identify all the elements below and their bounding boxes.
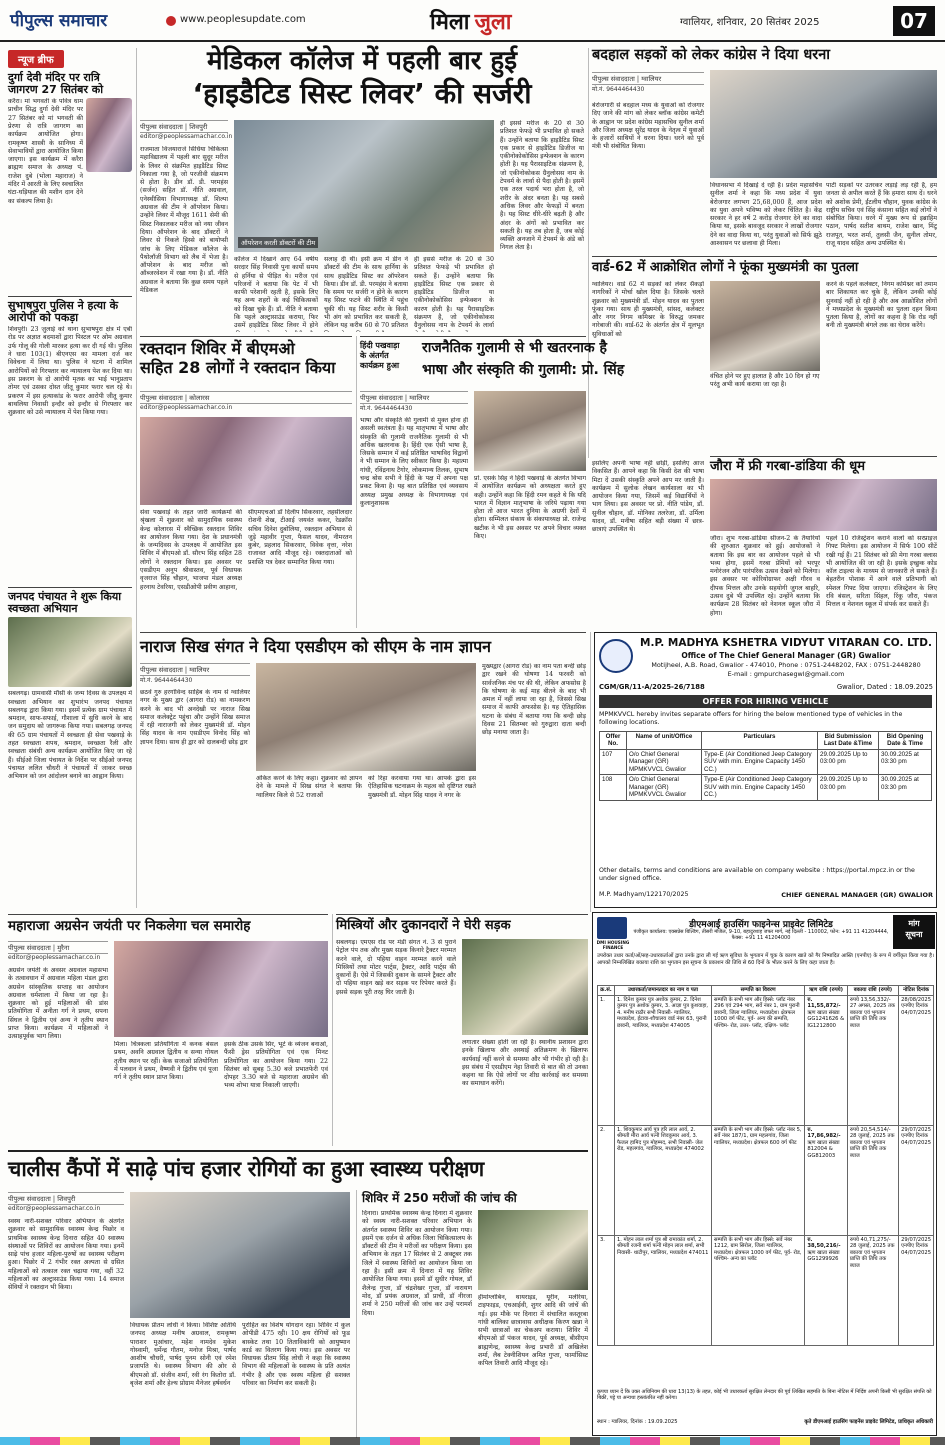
dmi-place-date: स्थान : ग्वालियर, दिनांक : 19.09.2025 (597, 1419, 678, 1425)
liver-text-d: ही इससे मरीज के 20 से 30 प्रतिशत फेफड़े भी प्रभावित हो सकते हैं। उन्होंने बताया कि हाइडैटिड सिस्ट एक प्रकार से हाइडैटिड डिजीज या एकीनोकोकोसिस इन्फेक्शन के कारण होती है। यह पैरासाइटिक संक्रमण है, जो एकीनोकोकस ग्रैनुलोसस नाम के टेपवर्म के लार्वा (414, 256, 494, 330)
protest-photo (710, 70, 937, 178)
camp-email[interactable]: editor@peoplessamachar.co.in (8, 1205, 101, 1212)
surgery-photo-caption: ऑपरेशन करती डॉक्टरों की टीम (238, 237, 318, 248)
ward62-text-a: ग्वालियर। वार्ड 62 में सड़कों को लेकर सैकड़ों नागरिकों ने मोर्चा खोल दिया है। जिसके चलते शुक्रवार को मुख्यमंत्री डॉ. मोहन यादव का पुतला फूंका गया। साथ ही मुख्यमंत्री, सांसद, कलेक्टर और नगर निगम कमिश्नर के विरुद्ध जमकर नारेबाजी की। वार्ड-62 के अंतर्गत क्षेत्र में मूलभूत सुविधाओं को (592, 281, 704, 338)
dmi-signatory: कृते डीएमआई हाउसिंग फाइनेंस प्राइवेट लिमिटेड, प्राधिकृत अधिकारी (804, 1419, 933, 1425)
garba-text-b: पहले 10 रजिस्ट्रेशन कराने वालों को सरप्राइज गिफ्ट मिलेगा। इस आयोजन में सिर्फ 100 सीटें रखी गई हैं। 21 सितंबर को फ्री मेगा गरबा क्लास भी आयोजित की जा रही है। इसके इच्छुक कोड कॉल टाइल्स के माध्यम से जानकारी ले सकते हैं। बेहतरीन पोशाक में आने वाले प्रतिभागी को स्पेशल गिफ्ट दिया जाएगा। रजिस्ट्रेशन के लिए रवि बंसल, सरिता सिंहल, रिंकू जौरा, पंकज मित्तल व नेशनल स्कूल में संपर्क कर सकते हैं। (826, 535, 937, 609)
road-text-b: विधानसभा में दिखाई दे रही है। प्रदेश महासचिव सुनील शर्मा ने कहा कि मध्य प्रदेश में युवा बेरोजगार लगभग 25,68,000 हैं, आज प्रदेश का युवा अपने भविष्य को लेकर चिंतित है। केंद्र सरकार ने हर वर्ष 2 करोड़ रोजगार देने का वादा किया था, इसके बावजूद सरकार ने लाखों रोजगार देने का वादा किया था, परंतु युवाओं को सिर्फ झूठे आश्वासन पर छलावा ही मिला। (710, 182, 822, 248)
blood-headline-2: सहित 28 लोगों ने रक्तदान किया (140, 357, 336, 377)
ward62-headline: वार्ड-62 में आक्रोशित लोगों ने फूंका मुख्यमंत्री का पुतला (592, 260, 859, 275)
table-row: 108 O/o Chief General Manager (GR) MPMKVVCL Gwalior Type-E (Air Conditioned Jeep Category SUV with min. Engine Capacity 1450 CC.) 29.09.2025 Up to 03:00 pm 30.09.2025 at 03:30 pm (600, 775, 932, 800)
mistri-text-b: लगातार संख्या होती जा रही है। स्थानीय प्रशासन द्वारा इनके खिलाफ और अस्थाई अतिक्रमण के खिलाफ कार्यवाई नहीं करने से समस्या और भी गंभीर हो रही है। इस संबंध में एसडीएम नेहा तिवारी से बात की तो उनका कहना था कि ऐसे लोगों पर शीघ्र कार्रवाई कर समस्या का समाधान करेंगे। (462, 1039, 588, 1088)
demand-notice-tag (893, 915, 935, 949)
effigy-burning-photo (710, 281, 820, 371)
story-liver-surgery (140, 48, 584, 332)
story-garba (710, 456, 937, 628)
brief-1-text: करैरा। मां भगवती के पवित्र धाम प्राचीन सिद्ध दुर्गा देवी मंदिर पर 27 सितंबर को मां भगवती की प्रेरणा से रात्रि जागरण का कार्यक्रम आयोजित होगा। रामकृष्ण शास्त्री के सानिध्य में सेवाभावियों द्वारा आयोजित किया जाएगा। इस कार्यक्रम में करैरा ब्राह्मण समाज के अध्यक्ष पं. राजेश दुबे (भोला महाराज) ने मंदिर में आरती के लिए स्वचालित घंटा-घड़ियाल की मशीन दान देने का संकल्प लिया है। (8, 98, 83, 205)
tender-col-bid-opening: Bid Opening Date & Time (879, 732, 932, 750)
sikh-headline: नाराज सिख संगत ने दिया एसडीएम को सीएम के नाम ज्ञापन (140, 637, 492, 656)
page-number: 07 (893, 6, 935, 36)
road-headline: बदहाल सड़कों को लेकर कांग्रेस ने दिया धरना (592, 47, 831, 63)
hindi-text-b: इसलिए अपनी भाषा नहीं छोड़ी, इसलिए आज विकसित हैं। आपने कहा कि किसी देश की भाषा मिटा दें उसकी संस्कृति अपने आप मर जाती है। कार्यक्रम में सुलोक लेखन कार्यशाला का भी आयोजन किया गया, जिसमें कई विद्यार्थियों ने भाग लिया। इस अवसर पर प्रो. नीति पांडेय, डॉ. सुनील चौहान, डॉ. मोनिका तलरेजा, डॉ. उर्मिला यादव, डॉ. मनीषा सहित बड़ी संख्या में छात्र-छात्राएं उपस्थित थे। (592, 460, 704, 534)
story-agrasen (8, 914, 328, 1146)
garba-photo (710, 479, 937, 531)
sikh-text-a: छठवें गुरु हरगोविन्द साहिब के नाम से ग्वालियर नगर के मुख्य द्वार (आगरा रोड) का नामकरण करने के बाद भी अनदेखी पर नाराज सिख समाज कलेक्ट्रेट पहुंचा और उन्होंने सिख समाज में रही नाराजगी को लेकर मुख्यमंत्री डॉ. मोहन सिंह यादव के नाम एसडीएम विनोद सिंह को ज्ञापन दिया। साथ ही द्वार को दालबन्दी छोड़ द्वार (140, 689, 250, 746)
agrasen-event-photo (114, 941, 328, 1037)
website-icon (166, 16, 176, 26)
agrasen-text-a: अग्रसेन जयंती के अवसर अग्रवाल महासभा के तत्वावधान में अग्रवाल महिला मंडल द्वारा अग्रसेन सांस्कृतिक सप्ताह का आयोजन अग्रवाल धर्मशाला में किया जा रहा है। शुक्रवार को हुई महिलाओं की डांस प्रतियोगिता में अनीता गर्ग ने प्रथम, सपना सिंघल ने द्वितीय एवं अन्य ने तृतीय स्थान प्राप्त किया। कार्यक्रम में महिलाओं ने उत्साहपूर्वक भाग लिया। (8, 967, 108, 1041)
color-registration-strip (0, 1437, 945, 1445)
mistri-text-a: सबलगढ़। एमएस रोड पर मंडी संगत नं. 3 से पुराने पेट्रोल पंप तक और मुख्य सड़क किनारे ट्रैक्टर मरम्मत करने वाले, दो पहिया वाहन मरम्मत करने वाले मिस्त्रियों तथा मोटर पार्ट्स, ट्रैक्टर, आदि पार्ट्स की दुकानों हैं। ऐसे में जिसकी दुकान के सामने ट्रैक्टर और दो पहिया वाहन खड़े कर सड़क पर रिपेयर करते हैं। इससे सड़क पूरी तरह घिर जाती है। (336, 939, 456, 996)
hindi-headline-2: भाषा और संस्कृति की गुलामी: प्रो. सिंह (422, 362, 625, 378)
tender-company: M.P. MADHYA KSHETRA VIDYUT VITARAN CO. LTD. (640, 637, 932, 649)
liver-byline: पीपुल्स संवाददाता | शिवपुरी (140, 120, 228, 133)
tender-email[interactable]: E-mail : gmpurchasegwl@gmail.com (727, 670, 845, 678)
story-hindi-fortnight (360, 336, 625, 628)
liver-text-a: राजमाता विजयाराजे सिंधिया चिकित्सा महाविद्यालय में पहली बार सुदूर मरीज के लिवर से संक्रमित हाइडैटिड सिस्ट निकाला गया है, जो परजीवी संक्रमण से होता है। डीन डॉ. डी. परमहंस (सर्जन) सहित डॉ. नीति अग्रवाल, एनेस्थीसिया विभागाध्यक्ष डॉ. शिल्पा अग्रवाल की टीम ने ऑपरेशन किया। उन्होंने लिवर में मौजूद 1611 सेमी की सिस्ट निकालकर मरीज को नया जीवन दिया। ऑपरेशन के बाद डॉक्टरों ने लिवर से निकले हिस्से को बायोप्सी जांच के लिए मेडिकल कॉलेज के पैथोलॉजी विभाग को लैब में भेजा है। ऑपरेशन के बाद मरीज को ऑब्जरवेशन में रखा गया है। डॉ. नीति अग्रवाल ने बताया कि कुछ समय पहले मेडिकल (140, 146, 228, 295)
story-ward62 (592, 256, 937, 456)
liver-text-b: कॉलेज में दिखाने आए 64 वर्षीय सरदार सिंह निवासी पुना कार्यो समय से हर्निया से पीड़ित थे। मरीज एवं परिजनों ने बताया कि पेट में भी काफी परेशानी रहती है, इसके लिए यह अन्य शहरों के कई चिकित्सकों को दिखा चुके हैं। डॉ. नीति ने बताया कि पहले अल्ट्रासाउंड कराया, फिर उसमें हाइडैटिड सिस्ट लिवर में होने (234, 256, 318, 330)
tender-address: Motijheel, A.B. Road, Gwalior - 474010, Phone : 0751-2448202, FAX : 0751-2448280 (651, 661, 921, 669)
table-row: 1. 1. दिनेश कुमार पुत्र अशोक कुमार, 2. दिनेश कुमार पुत्र अशोक कुमार, 3. आज्ञा पुत्र कुशवाहा, 4. मनीष राठौर सभी निवासी- ग्वालियर, मध्यप्रदेश, ईटावा-शौचालय वार्ड नंबर 63, पुरानी छावनी, ग्वालियर, मध्यप्रदेश 474005 सम्पत्ति के सभी भाग और हिस्से: प्लॉट नंबर 296 एवं 294 भाग, सर्वे नंबर 1, ग्राम पुरानी छावनी, जिला ग्वालियर, मध्यप्रदेश। क्षेत्रफल 1000 वर्ग फीट, पूर्व- अन्य की सम्पत्ति, पश्चिम- रोड, उत्तर- प्लॉट, दक्षिण- प्लॉट रु. 11,55,872/- ऋण खाता संख्या GG1241626 & IG1212800 रुपये 13,56,332/- 27 अगस्त, 2025 तक बकाया एवं भुगतान प्राप्ति की तिथि तक ब्याज 28/08/2025 एनपीए दिनांक 04/07/2025 (598, 995, 934, 1125)
table-row: 3. 1. मोहन लाल शर्मा पुत्र श्री रामाकांत शर्मा, 2. श्रीमती रजनी शर्मा पत्नी मोहन लाल शर्मा, सभी निवासी- थाटीपुर, ग्वालियर, मध्यप्रदेश 474011 सम्पत्ति के सभी भाग और हिस्से: सर्वे नंबर 1212, ग्राम सिरोल, जिला ग्वालियर, मध्यप्रदेश। क्षेत्रफल 1000 वर्ग फीट, पूर्व- रोड, पश्चिम- अन्य का प्लॉट रु. 38,50,216/- ऋण खाता संख्या GG1299926 रुपये 40,71,275/- 28 जुलाई, 2025 तक बकाया एवं भुगतान प्राप्ति की तिथि तक ब्याज 29/07/2025 एनपीए दिनांक 04/07/2025 (598, 1235, 934, 1345)
dmi-logo-text: DMI HOUSING FINANCE (596, 940, 630, 950)
blood-text-a: सेवा पखवाड़े के तहत जारी कार्यक्रमों की श्रृंखला में शुक्रवार को सामुदायिक स्वास्थ्य केन्द्र कोलारस में स्वैच्छिक रक्तदान शिविर का आयोजन किया गया। देश के प्रधानमंत्री के जन्मदिवस के उपलक्ष्य में आयोजित इस शिविर में बीएमओ डॉ. सौरभ सिंह सहित 28 लोगों ने रक्तदान किया। इस अवसर पर एसडीएम अनूप श्रीवास्तव, पूर्व विधायक वृजराज सिंह चौहान, भाजपा मंडल अध्यक्ष हरनाथ टेवरिया, एसडीओपी प्रवीण आहाना, (140, 509, 242, 591)
story-road-protest (592, 48, 937, 252)
dmi-company: डीएमआई हाउसिंग फाइनेन्स प्राइवेट लिमिटेड (689, 920, 833, 930)
camp-byline: पीपुल्स संवाददाता | शिवपुरी (8, 1192, 124, 1205)
date-line: ग्वालियर, शनिवार, 20 सितंबर 2025 (680, 17, 820, 28)
story-health-camps (8, 1150, 588, 1436)
surgery-photo (234, 120, 494, 252)
dmi-demand-notice (592, 912, 937, 1436)
dmi-footer: कृपया ध्यान दें कि उक्त अधिनियम की धारा 13(13) के तहत, कोई भी उधारकर्ता सुरक्षित लेनदार की पूर्व लिखित सहमति के बिना नोटिस में निर्दिष्ट अपनी किसी भी सुरक्षित संपत्ति को बिक्री, पट्टे या अन्यथा हस्तांतरित नहीं करेगा। (597, 1389, 932, 1402)
section-title (430, 6, 512, 36)
tender-date: Gwalior, Dated : 18.09.2025 (836, 683, 933, 691)
garba-headline: जौरा में फ्री गरबा-डांडिया की धूम (710, 459, 865, 474)
dinara-camp-photo (478, 1210, 588, 1290)
sikh-memo-photo (256, 663, 476, 771)
road-phone: मो.नं. 9644464430 (592, 86, 645, 93)
tender-col-particulars: Particulars (702, 732, 818, 750)
goddess-photo (86, 98, 132, 172)
news-brief-label: न्यूज ब्रीफ (8, 50, 64, 68)
tender-ref: CGM/GR/11-A/2025-26/7188 (599, 683, 705, 691)
hindi-kicker-1: हिंदी पखवाड़ा (360, 341, 400, 350)
agrasen-byline: पीपुल्स संवाददाता | मुरैना (8, 941, 108, 954)
sikh-phone: मो.नं. 9644464430 (140, 677, 193, 684)
hindi-headline-1: राजनैतिक गुलामी से भी खतरनाक है (422, 340, 607, 356)
camp-sub-headline: शिविर में 250 मरीजों की जांच की (362, 1191, 517, 1205)
tender-footer: Other details, terms and conditions are available on company website : https://portal.mpcz.in or the under signed office. (599, 867, 915, 882)
blood-email[interactable]: editor@peoplessamachar.co.in (140, 404, 233, 411)
hindi-text-b-col (592, 460, 704, 628)
cleanliness-drive-photo (8, 617, 132, 687)
hindi-phone: मो.नं. 9644464430 (360, 405, 413, 412)
road-encroachment-photo (462, 939, 588, 1035)
tender-intro: MPMKVVCL hereby invites separate offers for hiring the below mentioned type of vehicles in the following locations. (599, 711, 903, 726)
brief-1-title: दुर्गा देवी मंदिर पर रात्रि जागरण 27 सितंबर को (8, 71, 104, 96)
tender-office: Office of The Chief General Manager (GR) Gwalior (681, 651, 891, 660)
blood-headline-1: रक्तदान शिविर में बीएमओ (140, 339, 295, 358)
road-byline: पीपुल्स संवाददाता | ग्वालियर (592, 72, 704, 85)
section-title-part-2: जुला (474, 10, 512, 35)
brief-3-title: जनपद पंचायत ने शुरू किया स्वच्छता अभियान (8, 590, 122, 615)
liver-headline-1: मेडिकल कॉलेज में पहली बार हुई (207, 46, 517, 76)
tender-col-bid-submission: Bid Submission Last Date &Time (818, 732, 879, 750)
garba-text-a: जौरा। शुभ गरबा-डांडिया सीजन-2 के तैयारियों की शुरुआत शुक्रवार को हुई। आयोजकों ने बताया कि इस बार का आयोजन पहले से भी भव्य होगा, इसमें गरबा प्रेमियों को भरपूर मनोरंजन और पारंपरिक उत्सव देखने को मिलेगा। इस अवसर पर कोरियोग्राफर अक्षी गौरव व दीपक मित्तल और उनके सहयोगी जुगल बाहरि, उत्सव दुबे भी उपस्थित रहे। उन्होंने बताया कि कार्यक्रम 28 सितंबर को नेशनल स्कूल जौरा में होगा। (710, 535, 820, 617)
dmi-intro: उपरोक्त उधार कर्ता/ओं/सह-उधारकर्ताओं द्वारा उनके द्वारा ली गई ऋण सुविधा के भुगतान में चूक के कारण खाते को गैर निष्पादित आस्ति (एनपीए) के रूप में वर्गीकृत किया गया है। आपको निम्नलिखित बकाया राशि का भुगतान इस सूचना के प्रकाशन की तिथि से 60 दिनों के भीतर करने के लिए कहा जाता है। (597, 953, 934, 966)
tender-signatory: CHIEF GENERAL MANAGER (GR) GWALIOR (781, 891, 933, 899)
road-text-a: बेरोजगारी से बदहाल मध्य के युवाओं को रोजगार दिए जाने की मांग को लेकर ब्लॉक कांग्रेस कमेटी के आह्वान पर प्रदेश कांग्रेस महासचिव सुनील शर्मा और जिला अध्यक्ष सुरेंद्र यादव के नेतृत्व में युवाओं के हजारों साथियों ने धरना दिया। धरने को पूर्व मंत्री भी संबोधित किया। (592, 102, 704, 151)
dmi-logo-icon (597, 917, 627, 939)
section-title-part-1: मिला (430, 10, 470, 35)
story-sikh-memo (140, 632, 586, 912)
tender-ad (594, 632, 937, 908)
camp-text-a: स्वस्थ नारी-सशक्त परिवार अभियान के अंतर्गत शुक्रवार को सामुदायिक स्वास्थ्य केन्द्र पिछोर व प्राथमिक स्वास्थ्य केन्द्र दिनारा सहित 40 स्वास्थ्य संस्थाओं पर शिविरों का आयोजन किया गया। इनमें साढ़े पांच हजार महिला-पुरुषों का स्वास्थ्य परीक्षण हुआ। पिछोर में 2 गंभीर रक्त अल्पता से ग्रसित महिलाओं को तत्काल रक्त चढ़ाया गया, वहीं 32 महिलाओं का अल्ट्रासाउंड किया गया। 14 समाज सेवियों ने रक्तदान भी किया। (8, 1218, 124, 1292)
sikh-text-b: अंकित करने के लिए कहा। शुक्रवार को ज्ञापन देने के मामले में सिख संगत ने बताया कि ग्वालियर किले से 52 राजाओं (256, 775, 362, 799)
liver-text-c: सलाह दी थी। इसी क्रम में डीन ने डॉक्टरों की टीम के साथ हार्निया के साथ हाइडैटिड सिस्ट का ऑपरेशन किया। डीन डॉ. डी. परमहंस ने बताया कि समय पर सर्जरी न होने के कारण यह सिस्ट फटने की स्थिति में पहुंच चुकी थी। यह सिस्ट शरीर के किसी भी अंग को प्रभावित कर सकती है, लेकिन यह करीब 60 से 70 प्रतिशत (324, 256, 408, 330)
tender-mp-madhyam: M.P. Madhyam/122170/2025 (599, 891, 689, 898)
blood-text-b: सीएमएचओ डॉ दिलीप सिकरवार, तहसीलदार रोशनी शेख, टीआई जयवंत ककर, रेडक्रॉस सचिव दिनेश दुबोलिया, रक्तदान अभियान से जुड़े महावीर गुप्ता, फैसल यादव, नीमरतन कुबेर, प्रहलाद सिकरवार, विवेक वृत्ता, नरेश राजावत आदि मौजूद रहे। रक्तदाताओं को प्रशस्ति पत्र देकर सम्मानित किया गया। (248, 509, 352, 566)
website-link[interactable]: www.peoplesupdate.com (180, 14, 306, 25)
liver-headline-2: ‘हाइडैटिड सिस्ट लिवर’ की सर्जरी (192, 77, 532, 111)
table-row: 2. 1. शिवकुमार आर्य पुत्र हरि लाल आर्य, 2. श्रीमती मीरा आर्य पत्नी शिवकुमार आर्य, 3. फैजल हामिद पुत्र मोहम्मद, सभी निवासी- जेल रोड, महलगांव, ग्वालियर, मध्यप्रदेश 474002 सम्पत्ति के सभी भाग और हिस्से: प्लॉट नंबर 5, सर्वे नंबर 187/1, ग्राम महलगांव, जिला ग्वालियर, मध्यप्रदेश। क्षेत्रफल 600 वर्ग फीट रु. 17,86,982/- ऋण खाता संख्या 812004 & GG812003 रुपये 20,54,514/- 28 जुलाई, 2025 तक बकाया एवं भुगतान प्राप्ति की तिथि तक ब्याज 29/07/2025 एनपीए दिनांक 04/07/2025 (598, 1125, 934, 1235)
camp-text-e: हीमोग्लोबिन, थायराइड, यूरीन, मलेरिया, टाइफाइड, एचआईवी, शुगर आदि की जांचें की गई। इस मौके पर दिनारा में संचालित कस्तूरबा गांधी बालिका छात्रावास अधीक्षक किरण खन्ना ने सभी छात्राओं का चेकअप कराया। शिविर में बीएमओ डॉ पंकज यादव, पूर्व अध्यक्ष, बीसीएम ब्राह्मणेन्द्र, स्वास्थ्य केन्द्र प्रभारी डॉ अखिलेश शर्मा, लैब टेक्नीशियन अमित गुप्ता, फार्मासिस्ट कपिल तिवारी आदि मौजूद रहे। (478, 1294, 588, 1368)
camp-text-b: विधायक प्रीतम लोधी ने किया। विशिष्ट अतिथि जनपद अध्यक्ष मनीष अग्रवाल, रामकृष्ण पाराशर मुआंचार, महेश नामदेव मुकेश गोस्वामी, धर्मेन्द्र गौतम, मनोज मिश्रा, पार्षद आशीष चौधरी, पार्षद पूनम सोनी एवं रमेश प्रजापति थे। स्वास्थ्य विभाग की ओर से बीएमओ डॉ. संजीव शर्मा, रवी रंग कितोरा डॉ. बृजेश शर्मा और हेल्थ प्रोग्राम मैनेजर हर्षवर्धन (130, 1322, 236, 1388)
paper-name: पीपुल्स समाचार (10, 11, 108, 31)
news-brief-sidebar (8, 48, 132, 908)
story-blood-donation (140, 336, 352, 628)
hindi-byline: पीपुल्स संवाददाता | ग्वालियर (360, 391, 468, 404)
paper-logo (10, 8, 160, 34)
hindi-kicker-2: के अंतर्गत (360, 351, 389, 360)
agrasen-email[interactable]: editor@peoplessamachar.co.in (8, 954, 101, 961)
mpmkvvcl-logo-icon (599, 639, 633, 673)
camp-headline: चालीस कैंपों में साढ़े पांच हजार रोगियों का हुआ स्वास्थ्य परीक्षण (8, 1157, 484, 1181)
demand-notice-table: क्र.सं. उधारकर्ता/जमानतदार का नाम व पता सम्पत्ति का विवरण ऋण राशि (रुपये) बकाया राशि (रुपये) नोटिस दिनांक 1. 1. दिनेश कुमार पुत्र अशोक कुमार, 2. दिनेश कुमार पुत्र अशोक कुमार, 3. आज्ञा पुत्र कुशवाहा, 4. मनीष राठौर सभी निवासी- ग्वालियर, मध्यप्रदेश, ईटावा-शौचालय वार्ड नंबर 63, पुरानी छावनी, ग्वालियर, मध्यप्रदेश 474005 सम्पत्ति के सभी भाग और हिस्से: प्लॉट नंबर 296 एवं 294 भाग, सर्वे नंबर 1, ग्राम पुरानी छावनी, जिला ग्वालियर, मध्यप्रदेश। क्षेत्रफल 1000 वर्ग फीट, पूर्व- अन्य की सम्पत्ति, पश्चिम- रोड, उत्तर- प्लॉट, दक्षिण- प्लॉट रु. 11,55,872/- ऋण खाता संख्या GG1241626 & IG1212800 रुपये 13,56,332/- 27 अगस्त, 2025 तक बकाया एवं भुगतान प्राप्ति की तिथि तक ब्याज 28/08/2025 एनपीए दिनांक 04/07/2025 2. 1. शिवकुमार आर्य पुत्र हरि लाल आर्य, 2. श्रीमती मीरा आर्य पत्नी शिवकुमार आर्य, 3. फैजल हामिद पुत्र मोहम्मद, सभी निवासी- जेल रोड, महलगांव, ग्वालियर, मध्यप्रदेश 474002 सम्पत्ति के सभी भाग और हिस्से: प्लॉट नंबर 5, सर्वे नंबर 187/1, ग्राम महलगांव, जिला ग्वालियर, मध्यप्रदेश। क्षेत्रफल 600 वर्ग फीट रु. 17,86,982/- ऋण खाता संख्या 812004 & GG812003 रुपये 20,54,514/- 28 जुलाई, 2025 तक बकाया एवं भुगतान प्राप्ति की तिथि तक ब्याज 29/07/2025 एनपीए दिनांक 04/07/2025 3. 1. मोहन लाल शर्मा पुत्र श्री रामाकांत शर्मा, 2. श्रीमती रजनी शर्मा पत्नी मोहन लाल शर्मा, सभी निवासी- थाटीपुर, ग्वालियर, मध्यप्रदेश 474011 सम्पत्ति के सभी भाग और हिस्से: सर्वे नंबर 1212, ग्राम सिरोल, जिला ग्वालियर, मध्यप्रदेश। क्षेत्रफल 1000 वर्ग फीट, पूर्व- रोड, पश्चिम- अन्य का प्लॉट रु. 38,50,216/- ऋण खाता संख्या GG1299926 रुपये 40,71,275/- 28 जुलाई, 2025 तक बकाया एवं भुगतान प्राप्ति की तिथि तक ब्याज 29/07/2025 एनपीए दिनांक 04/07/2025 (597, 985, 934, 1346)
liver-email[interactable]: editor@peoplessamachar.co.in (140, 133, 233, 140)
brief-2-title: सुभाषपुरा पुलिस ने हत्या के आरोपी को पकड़ा (8, 299, 119, 324)
tender-col-unit: Name of unit/Office (627, 732, 702, 750)
camp-text-d: दिनारा। प्राथमिक स्वास्थ्य केन्द्र दिनारा में शुक्रवार को स्वस्थ नारी-सशक्त परिवार अभियान के अंतर्गत स्वास्थ्य शिविर का आयोजन किया गया। इसमें एक दर्जन से अधिक जिला चिकित्सालय के डॉक्टरों की टीम ने मरीजों का परीक्षण किया। इस अभियान के तहत 17 सितंबर से 2 अक्टूबर तक जिले में स्वास्थ्य शिविरों का आयोजन किया जा रहा है। इसी क्रम में दिनारा में यह शिविर आयोजित किया गया। इसमें डॉ सुधीर गोयल, डॉ शैलेन्द्र गुप्ता, डॉ चंद्रशेखर गुप्ता, डॉ नारायण मोद, डॉ प्रयंक अग्रवाल, डॉ प्राची, डॉ नीरजा शर्मा ने 250 मरीजों की जांच कर उन्हें परामर्श दिया। (362, 1210, 472, 1317)
tag-line-1: मांग (908, 919, 920, 928)
hindi-kicker (360, 341, 418, 371)
hindi-kicker-3: कार्यक्रम हुआ (360, 361, 399, 370)
mistri-headline: मिस्त्रियों और दुकानदारों ने घेरी सड़क (336, 918, 511, 933)
table-row: 107 O/o Chief General Manager (GR) MPMKVVCL Gwalior Type-E (Air Conditioned Jeep Category SUV with min. Engine Capacity 1450 CC.) 29.09.2025 Up to 03:00 pm 30.09.2025 at 03:30 pm (600, 749, 932, 774)
camp-text-c: पुरोहित का विशेष योगदान रहा। शिविर में कुल ओपीडी 475 रही। 10 क्षय रोगियों को फूड बास्केट तथा 10 तिताविकांगी को आयुष्मान कार्ड का वितरण किया गया। इस अवसर पर विधायक प्रीतम सिंह लोधी ने कहा कि स्वास्थ्य विभाग की महिलाओं के स्वास्थ्य के प्रति अत्यंत गंभीर है और एक स्वस्थ महिला ही सशक्त परिवार का निर्माण कर सकती है। (242, 1322, 350, 1388)
agrasen-text-b: मिला। चित्रकला प्रतियोगिता में कनक बंसल प्रथम, अवनि अग्रवाल द्वितीय व सन्या गोयल तृतीय स्थान पर रहीं। केक सजाओ प्रतियोगिता में पलवान ने प्रथम, वैष्णवी ने द्वितीय एवं पूजा गर्ग ने तृतीय स्थान प्राप्त किया। (114, 1041, 218, 1082)
sikh-text-d: मुख्यद्वार (आगरा रोड) का नाम पता बन्दी छोड़ द्वार रखने की घोषणा 14 फरवरी को सार्वजनिक मंच पर की थी, लेकिन अफसोस है कि घोषणा के कई माह बीतने के बाद भी अमल में नहीं लाया जा रहा है, जिससे सिख समाज में काफी अफसोस है। यह ऐतिहासिक घटना के संबंध में बताया गया कि बन्दी छोड़ दिवस 21 सितम्बर को गुरुद्वारा दाता बन्दी छोड़ मनाया जाता है। (482, 663, 586, 737)
hindi-text-a: प्रो. एसके सिंह ने हिंदी पखवाड़े के अंतर्गत विभाग में आयोजित कार्यक्रम को अध्यक्षता करते हुए कही। उन्होंने कहा कि हिंदी रमन कहते थे कि यदि भारत में विज्ञान मातृभाषा के जरिये पढ़ाया गया होता तो आज भारत दुनिया के अग्रणी देशों में होता। सम्मिलत संकाय के संकायाध्यक्ष प्रो. राजेन्द्र खटीक ने भी इस अवसर पर अपने विचार व्यक्त किए। (474, 475, 586, 541)
agrasen-headline: महाराजा अग्रसेन जयंती पर निकलेगा चल समारोह (8, 918, 251, 934)
brief-2-text: शिवपुरी। 23 जुलाई को थाना सुभाषपुरा क्षेत्र में एबी रोड पर अज्ञात बदमाशों द्वारा पिस्टल पर ओम अग्रवाल उर्फ गोलू की गोली मारकर हत्या कर दी गई थी। पुलिस ने धारा 103(1) बीएनएस का मामला दर्ज कर विवेचना में लिया था। पुलिस ने घटना में शामिल आरोपियों को गिरफ्तार कर न्यायालय पेश कर दिया था। इस प्रकरण के दो आरोपी मृतक का भाई भानुप्रताप तोमर एवं उसका दोस्त जीतू कुमार फरार चल रहे थे। प्रकरण में इस हत्याकांड के फरार आरोपी जीतू कुमार बाथलिया निवासी इन्दौर को इन्दौर से गिरफ्तार कर शुक्रवार को उसे न्यायालय में पेश किया गया। (8, 326, 132, 417)
tag-line-2: सूचना (905, 930, 923, 939)
hindi-text-c: भाषा और संस्कृति की गुलामी से मुक्त होना ही असली स्वतंत्रता है। यह मातृभाषा में भाषा और संस्कृति की गुलामी राजनैतिक गुलामी से भी अधिक खतरनाक है। हिंदी एक ऐसी भाषा है, जिसके सम्मान में कई प्रतिष्ठित भाषाविद विद्वानों ने भी सम्मान के लिए स्वीकार किया है। महात्मा गांधी, रविंद्रनाथ टैगोर, लोकमान्य तिलक, सुभाष चन्द्र बोस सभी ने हिंदी के पक्ष में अपना पक्ष प्रकट किया है। यह बात प्रतिष्ठित एवं व्यवसाय अध्यक्ष प्रमुख अध्यक्ष के विभागाध्यक्ष एवं कुलानुशासक (360, 417, 468, 507)
blood-byline: पीपुल्स संवाददाता | कोलारस (140, 391, 352, 404)
tender-banner: OFFER FOR HIRING VEHICLE (599, 695, 932, 708)
tender-col-offer: Offer No. (600, 732, 627, 750)
masthead (0, 0, 945, 42)
agrasen-text-c: इसके ठीक उसके सिर, भूटे के व्यंजन बनाओ, फैंसी ड्रेस प्रतियोगिता एवं एक मिनट प्रतियोगिता का आयोजन किया गया। 22 सितंबर को सुबह 5.30 बजे प्रभातफेरी एवं दोपहर 3.30 बजे से महाराजा अग्रसेन की भव्य शोभा यात्रा निकाली जाएगी। (224, 1041, 328, 1090)
road-text-c: पार्टी सड़कों पर उतरकर लड़ाई लड़ रही है, हम जनता से अपील करते हैं कि हमारा साथ दें। धरने को अशोक प्रेमी, ईंटलीय चौहान, युवक कांग्रेस के राष्ट्रीय सचिव एवं सिंह कंसाना सहित कई लोगों ने संबोधित किया। धरने में मुख्य रूप से इब्राहिम पठान, पार्षद सतीश बाथम, राजेश खान, मिंटू राजपूत, भरत शर्मा, तुलसी जैन, सुनील तोमर, राजू यादव सहित अन्य उपस्थित थे। (826, 182, 937, 248)
ward62-text-b: करने के पहले कलेक्टर, निगम कमिश्नर को तमाम बार शिकायत कर चुके हैं, लेकिन उनकी कोई सुनवाई नहीं हो रही है और अब आक्रोशित लोगों ने मध्यप्रदेश के मुख्यमंत्री का पुतला दहन किया पुतला किया है, लोगों का कहना है कि रोड नहीं बनी तो मुख्यमंत्री बंगले तक का घेराव करेंगे। (826, 281, 937, 330)
hindi-event-photo (474, 391, 586, 471)
story-mechanics-road (336, 914, 588, 1146)
ward62-photo-caption: वंचित होने पर हुए हालात है और 10 दिन हो गए परंतु अभी कार्य कराया जा रहा है। (710, 373, 820, 389)
tender-table (599, 731, 932, 801)
liver-text-d-col: ही इससे मरीज के 20 से 30 प्रतिशत फेफड़े भी प्रभावित हो सकते हैं। उन्होंने बताया कि हाइडैटिड सिस्ट एक प्रकार से हाइडैटिड डिजीज या एकीनोकोकोसिस इन्फेक्शन के कारण होती है। यह पैरासाइटिक संक्रमण है, जो एकीनोकोकस ग्रैनुलोसस नाम के टेपवर्म के लार्वा से पैदा होती है। इसमें एक तरल पदार्थ भरा होता है, जो शरीर के अंदर बनता है। यह सबसे अधिक लिवर और फेफड़ों में बनता है। यह सिस्ट धीरे-धीरे बढ़ती है और अंदर के अंगों को प्रभावित कर सकती है। यह तब होता है, जब कोई व्यक्ति अनजाने में टेपवर्म के अंडे को निगल लेता है। (500, 120, 584, 252)
sikh-byline: पीपुल्स संवाददाता | ग्वालियर (140, 663, 250, 676)
sikh-text-c: को रिहा करवाया गया था। आपके द्वारा इस ऐतिहासिक घटनाक्रम के महत्व को दृष्टिगत रखते मुख्यमंत्री डॉ. मोहन सिंह यादव ने नगर के (368, 775, 476, 799)
camp-doctor-photo (130, 1192, 350, 1318)
brief-3-text: सबलगढ़। ग्रामवासी मौसी के जन्म दिवस के उपलक्ष्य में स्वच्छता अभियान का शुभारंभ जनपद पंचायत सबलगढ़ द्वारा किया गया। इसमें प्रत्येक ग्राम पंचायत में श्रमदान, साफ-सफाई, गौशाला में सुधि करने के बाद जन समुदाय को जागरूक किया गया। सबलगढ़ जनपद की 65 ग्राम पंचायतों में स्वच्छता ही सेवा पखवाड़े के तहत स्वच्छता शपथ, श्रमदान, स्वच्छता रैली और स्वच्छता संबंधी अन्य कार्यक्रम आयोजित किए जा रहे हैं। सीईओ जिला पंचायत के निर्देश पर सीईओ जनपद पंचायत ललित चौधरी ने पंचायतों में जाकर स्वच्छ अभियान को जन आंदोलन बनाने का आह्वान किया। (8, 690, 132, 781)
dmi-address: पंजीकृत कार्यालय: एक्सप्रेस बिल्डिंग, तीसरी मंजिल, 9-10, बहादुरशाह जफर मार्ग, नई दिल्ली - 110002, फोन: +91 11 41204444, फैक्स: +91 11 41204000 (633, 929, 889, 942)
blood-donation-photo (140, 417, 352, 505)
